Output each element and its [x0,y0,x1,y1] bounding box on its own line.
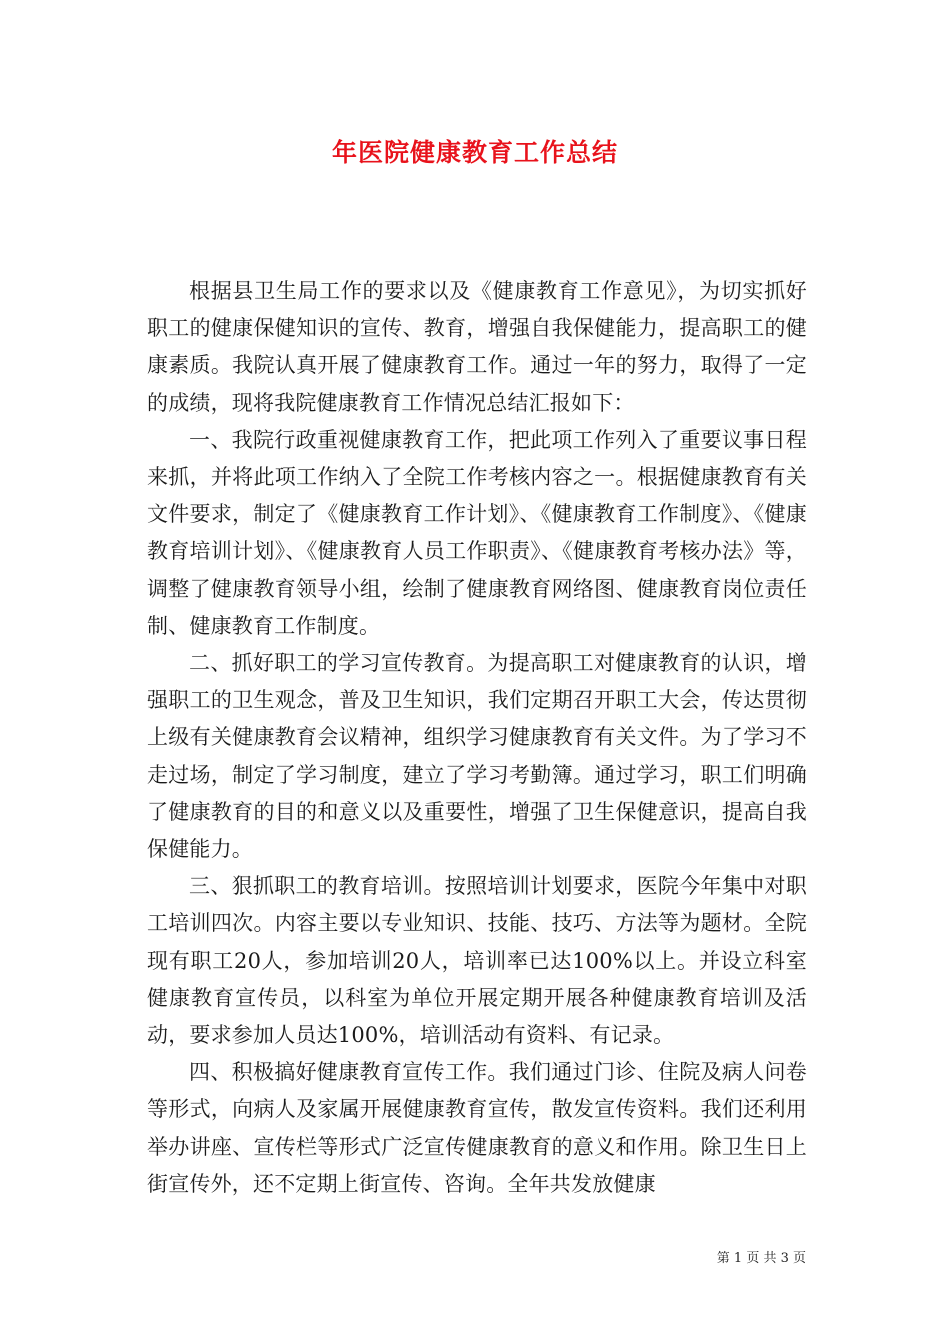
paragraph-intro: 根据县卫生局工作的要求以及《健康教育工作意见》，为切实抓好职工的健康保健知识的宣传、教育，增强自我保健能力，提高职工的健康素质。我院认真开展了健康教育工作。通过一年的努力，取得了一定的成绩，现将我院健康教育工作情况总结汇报如下： [147,279,807,415]
document-body [147,273,807,1203]
paragraph-section-3: 三、狠抓职工的教育培训。按照培训计划要求，医院今年集中对职工培训四次。内容主要以专业知识、技能、技巧、方法等为题材。全院现有职工20人，参加培训20人，培训率已达100%以上。并设立科室健康教育宣传员，以科室为单位开展定期开展各种健康教育培训及活动，要求参加人员达100%，培训活动有资料、有记录。 [147,874,807,1048]
paragraph-section-1: 一、我院行政重视健康教育工作，把此项工作列入了重要议事日程来抓，并将此项工作纳入了全院工作考核内容之一。根据健康教育有关文件要求，制定了《健康教育工作计划》、《健康教育工作制度》、《健康教育培训计划》、《健康教育人员工作职责》、《健康教育考核办法》等，调整了健康教育领导小组，绘制了健康教育网络图、健康教育岗位责任制、健康教育工作制度。 [147,427,807,638]
page-number-footer: 第 1 页 共 3 页 [716,1251,806,1266]
paragraph-section-4: 四、积极搞好健康教育宣传工作。我们通过门诊、住院及病人问卷等形式，向病人及家属开展健康教育宣传，散发宣传资料。我们还利用举办讲座、宣传栏等形式广泛宣传健康教育的意义和作用。除卫生日上街宣传外，还不定期上街宣传、咨询。全年共发放健康 [147,1060,807,1196]
page-title: 年医院健康教育工作总结 [331,138,618,167]
paragraph-section-2: 二、抓好职工的学习宣传教育。为提高职工对健康教育的认识，增强职工的卫生观念，普及卫生知识，我们定期召开职工大会，传达贯彻上级有关健康教育会议精神，组织学习健康教育有关文件。为了学习不走过场，制定了学习制度，建立了学习考勤簿。通过学习，职工们明确了健康教育的目的和意义以及重要性，增强了卫生保健意识，提高自我保健能力。 [147,651,807,862]
